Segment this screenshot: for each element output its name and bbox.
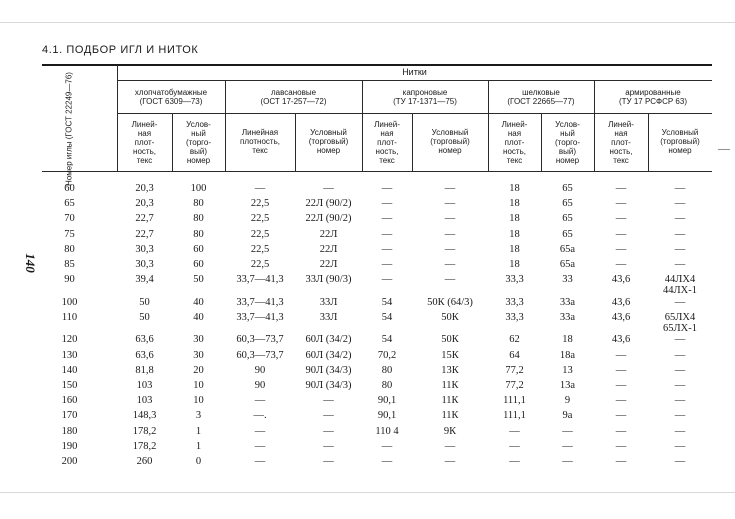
cell-cotton-number: 30	[193, 349, 204, 361]
cell-lavsan-density: 22,5	[250, 213, 270, 225]
cell-needle-number: 65	[64, 198, 75, 210]
cell-cotton-number: 0	[195, 456, 202, 467]
cell-silk-density: —	[509, 440, 520, 452]
cell-arm-number: —	[674, 243, 686, 255]
cell-cotton-density: 148,3	[132, 410, 157, 422]
cell-kapron-number: 50К (64/3)	[427, 296, 473, 308]
cell-silk-number: —	[562, 425, 573, 437]
cell-needle-number: 80	[64, 243, 75, 255]
subheader-cotton-number: Услов- ный (торго- вый) номер	[186, 120, 211, 165]
page-number: 140	[22, 253, 38, 273]
cell-needle-number: 190	[61, 440, 78, 452]
table-row	[0, 229, 735, 244]
cell-kapron-density: —	[381, 456, 393, 467]
cell-arm-number: —	[674, 259, 686, 270]
cell-kapron-density: —	[381, 259, 393, 270]
cell-cotton-density: 30,3	[135, 259, 154, 270]
cell-cotton-density: 30,3	[135, 243, 154, 255]
cell-kapron-density: —	[381, 183, 393, 194]
cell-kapron-density: 110 4	[375, 425, 399, 437]
cell-kapron-density: —	[381, 274, 393, 286]
section-number: 4.1.	[42, 44, 63, 56]
cell-lavsan-number: 22Л	[319, 259, 338, 270]
cell-silk-number: 65а	[559, 259, 576, 270]
cell-silk-density: —	[509, 425, 520, 437]
cell-cotton-density: 20,3	[135, 183, 154, 194]
cell-silk-number: 65а	[559, 243, 576, 255]
subheader-lavsan-number: Условный (торговый) номер	[308, 128, 349, 155]
header-bottom-rule	[42, 171, 712, 172]
cell-kapron-number: 50К	[441, 334, 459, 346]
cell-silk-number: 33а	[559, 296, 576, 308]
cell-arm-number: —	[674, 425, 686, 437]
cell-silk-density: 111,1	[503, 410, 526, 422]
cell-lavsan-density: 22,5	[250, 243, 270, 255]
group-header-cotton	[117, 88, 225, 106]
cell-lavsan-number: 22Л	[319, 243, 338, 255]
needle-number-header: Номер иглы (ГОСТ 22249—76)	[64, 72, 74, 186]
section-heading	[42, 44, 198, 56]
cell-silk-density: —	[509, 456, 520, 467]
cell-silk-density: 18	[509, 198, 520, 210]
bottom-rule	[0, 492, 735, 493]
cell-lavsan-number: 90Л (34/3)	[305, 380, 352, 391]
cell-arm-number: —	[674, 296, 686, 308]
cell-kapron-density: 90,1	[377, 410, 397, 422]
cell-arm-density: —	[615, 198, 627, 210]
cell-kapron-number: 13К	[441, 364, 459, 376]
cell-lavsan-number: —	[323, 425, 334, 437]
cell-kapron-density: 80	[381, 364, 393, 376]
cell-kapron-number: 15К	[441, 349, 459, 361]
cell-arm-density: 43,6	[611, 274, 631, 286]
table-top-rule	[42, 64, 712, 66]
cell-silk-density: 33,3	[505, 274, 524, 286]
threads-header: Нитки	[402, 67, 427, 77]
table-row	[0, 183, 735, 198]
group-header-silk	[488, 88, 594, 106]
cell-silk-number: 65	[562, 228, 573, 240]
cell-silk-density: 64	[509, 349, 520, 361]
cell-cotton-density: 178,2	[132, 425, 157, 437]
cell-kapron-number: 11К	[441, 410, 459, 422]
cell-cotton-number: 100	[190, 183, 207, 194]
cell-arm-density: —	[615, 395, 627, 407]
cell-arm-number: —	[674, 395, 686, 407]
cell-arm-density: —	[615, 349, 627, 361]
table-row	[0, 297, 735, 312]
cell-lavsan-density: —	[254, 183, 266, 194]
cell-cotton-density: 63,6	[135, 349, 154, 361]
cell-lavsan-number: —	[323, 183, 334, 194]
cell-cotton-number: 60	[193, 243, 204, 255]
cell-needle-number: 70	[64, 213, 75, 225]
cell-kapron-density: 70,2	[377, 349, 397, 361]
cell-kapron-number: 11К	[441, 395, 459, 407]
cell-cotton-number: 1	[195, 425, 202, 437]
group-name: капроновые	[402, 88, 448, 97]
cell-arm-density: —	[615, 228, 627, 240]
cell-arm-number: —	[674, 228, 686, 240]
subheader-silk-number: Услов- ный (торго- вый) номер	[555, 120, 580, 165]
cell-arm-density: —	[615, 440, 627, 452]
cell-lavsan-density: 22,5	[250, 198, 270, 210]
cell-cotton-density: 178,2	[132, 440, 157, 452]
cell-silk-number: 65	[562, 213, 573, 225]
cell-arm-density: —	[615, 243, 627, 255]
cell-kapron-density: 54	[381, 296, 393, 308]
cell-kapron-number: —	[444, 243, 456, 255]
cell-silk-number: 9а	[562, 410, 573, 422]
cell-lavsan-density: 33,7—41,3	[236, 311, 284, 323]
cell-silk-number: 33	[562, 274, 573, 286]
cell-arm-density: 43,6	[611, 296, 631, 308]
cell-needle-number: 160	[61, 395, 78, 407]
cell-lavsan-density: 60,3—73,7	[236, 334, 284, 346]
cell-kapron-number: —	[444, 183, 456, 194]
cell-arm-density: 43,6	[611, 311, 631, 323]
cell-lavsan-density: —	[254, 440, 266, 452]
table-row	[0, 365, 735, 380]
cell-lavsan-number: 60Л (34/2)	[305, 349, 352, 361]
cell-kapron-number: 11К	[441, 380, 459, 391]
cell-cotton-density: 103	[136, 380, 153, 391]
group-standard: (ГОСТ 22665—77)	[507, 97, 575, 106]
cell-kapron-number: —	[444, 456, 456, 467]
cell-needle-number: 75	[64, 228, 75, 240]
cell-needle-number: 200	[61, 456, 78, 467]
cell-lavsan-density: —	[254, 456, 266, 467]
threads-header-rule	[117, 80, 712, 81]
cell-silk-density: 18	[509, 183, 520, 194]
cell-lavsan-density: 60,3—73,7	[236, 349, 284, 361]
cell-silk-number: 65	[562, 198, 573, 210]
cell-silk-number: 33а	[559, 311, 576, 323]
top-rule	[0, 22, 735, 23]
cell-silk-density: 77,2	[505, 380, 524, 391]
table-row	[0, 350, 735, 365]
cell-cotton-density: 22,7	[135, 213, 154, 225]
cell-lavsan-density: 90	[254, 380, 266, 391]
cell-lavsan-density: —	[254, 425, 266, 437]
cell-kapron-number: —	[444, 198, 456, 210]
cell-arm-number: —	[674, 334, 686, 346]
cell-arm-density: —	[615, 364, 627, 376]
cell-arm-number: —	[674, 213, 686, 225]
cell-lavsan-number: 60Л (34/2)	[305, 334, 352, 346]
subheader-silk-density: Линей- ная плот- ность, текс	[501, 120, 528, 165]
cell-silk-number: 13	[562, 364, 573, 376]
subheader-kapron-density: Линей- ная плот- ность, текс	[374, 120, 400, 165]
cell-cotton-number: 30	[193, 334, 204, 346]
table-row	[0, 274, 735, 297]
group-name: хлопчатобумажные	[134, 88, 208, 97]
group-header-kapron	[362, 88, 488, 106]
cell-lavsan-number: —	[323, 395, 334, 407]
cell-silk-density: 18	[509, 243, 520, 255]
cell-kapron-number: —	[444, 213, 456, 225]
cell-cotton-number: 80	[193, 228, 204, 240]
cell-cotton-number: 60	[193, 259, 204, 270]
table-row	[0, 456, 735, 471]
table-row	[0, 311, 735, 334]
cell-needle-number: 170	[61, 410, 78, 422]
cell-silk-density: 18	[509, 213, 520, 225]
cell-silk-number: 18	[562, 334, 573, 346]
cell-kapron-density: —	[381, 228, 393, 240]
cell-kapron-number: —	[444, 228, 456, 240]
cell-kapron-density: 90,1	[377, 395, 397, 407]
cell-arm-number: —	[674, 456, 686, 467]
cell-silk-density: 111,1	[503, 395, 526, 407]
cell-lavsan-density: 22,5	[250, 228, 270, 240]
cell-lavsan-number: 22Л (90/2)	[305, 213, 352, 225]
cell-cotton-number: 10	[193, 395, 204, 407]
cell-cotton-density: 50	[139, 296, 150, 308]
cell-arm-number: —	[674, 183, 686, 194]
group-header-armored	[594, 88, 712, 106]
cell-lavsan-number: 33Л	[319, 296, 338, 308]
group-standard: (ТУ 17-1371—75)	[393, 97, 457, 106]
table-row	[0, 410, 735, 425]
cell-cotton-density: 22,7	[135, 228, 154, 240]
groups-rule	[117, 113, 712, 114]
cell-kapron-number: 50К	[441, 311, 459, 323]
cell-needle-number: 150	[61, 380, 78, 391]
cell-arm-number: —	[674, 410, 686, 422]
cell-needle-number: 100	[61, 296, 78, 308]
cell-cotton-number: 1	[195, 440, 202, 452]
cell-arm-density: —	[615, 380, 627, 391]
cell-lavsan-number: 22Л	[319, 228, 338, 240]
cell-cotton-number: 20	[193, 364, 204, 376]
cell-lavsan-number: 90Л (34/3)	[305, 364, 352, 376]
table-row	[0, 426, 735, 441]
cell-kapron-density: —	[381, 213, 393, 225]
group-standard: (ТУ 17 РСФСР 63)	[619, 97, 687, 106]
table-row	[0, 213, 735, 228]
cell-cotton-density: 63,6	[135, 334, 154, 346]
table-row	[0, 380, 735, 395]
cell-kapron-number: —	[444, 274, 456, 286]
cell-arm-density: —	[615, 259, 627, 270]
cell-needle-number: 130	[61, 349, 78, 361]
cell-arm-number: —	[674, 364, 686, 376]
group-standard: (ГОСТ 6309—73)	[139, 97, 203, 106]
cell-arm-number: —	[674, 198, 686, 210]
cell-silk-density: 62	[509, 334, 520, 346]
subheader-arm-density: Линей- ная плот- ность, текс	[608, 120, 634, 165]
cell-arm-number: —	[674, 440, 686, 452]
table-row	[0, 334, 735, 349]
cell-lavsan-density: —.	[253, 410, 267, 422]
cell-cotton-number: 3	[195, 410, 202, 422]
cell-kapron-density: 80	[381, 380, 393, 391]
cell-cotton-number: 80	[193, 198, 204, 210]
table-row	[0, 395, 735, 410]
cell-lavsan-number: 33Л (90/3)	[305, 274, 352, 286]
cell-arm-density: —	[615, 456, 627, 467]
cell-lavsan-density: —	[254, 395, 266, 407]
cell-kapron-density: —	[381, 440, 393, 452]
cell-silk-number: 9	[564, 395, 571, 407]
group-name: шелковые	[522, 88, 560, 97]
cell-lavsan-density: 33,7—41,3	[236, 274, 284, 286]
cell-kapron-density: 54	[381, 311, 393, 323]
cell-cotton-density: 50	[139, 311, 150, 323]
group-standard: (ОСТ 17-257—72)	[260, 97, 327, 106]
cell-arm-number: —	[674, 380, 686, 391]
cell-needle-number: 120	[61, 334, 78, 346]
cell-lavsan-number: 22Л (90/2)	[305, 198, 352, 210]
cell-silk-density: 18	[509, 228, 520, 240]
group-name: лавсановые	[270, 88, 317, 97]
cell-cotton-density: 81,8	[135, 364, 154, 376]
cell-cotton-number: 80	[193, 213, 204, 225]
cell-silk-density: 33,3	[505, 296, 524, 308]
cell-cotton-density: 103	[136, 395, 153, 407]
table-row	[0, 244, 735, 259]
cell-arm-density: —	[615, 425, 627, 437]
cell-lavsan-number: 33Л	[319, 311, 338, 323]
cell-arm-density: —	[615, 183, 627, 194]
cell-arm-number: 65ЛХ4 65ЛХ-1	[663, 311, 697, 334]
cell-arm-density: —	[615, 213, 627, 225]
cell-arm-density: —	[615, 410, 627, 422]
cell-needle-number: 110	[61, 311, 78, 323]
subheader-cotton-density: Линей- ная плот- ность, текс	[131, 120, 158, 165]
table-row	[0, 259, 735, 274]
subheader-lavsan-density: Линейная плотность, текс	[240, 128, 280, 155]
cell-lavsan-number: —	[323, 456, 334, 467]
cell-silk-density: 18	[509, 259, 520, 270]
cell-lavsan-number: —	[323, 440, 334, 452]
cell-needle-number: 180	[61, 425, 78, 437]
cell-kapron-number: 9К	[443, 425, 457, 437]
cell-lavsan-number: —	[323, 410, 334, 422]
group-name: армированные	[625, 88, 681, 97]
cell-arm-number: —	[674, 349, 686, 361]
cell-silk-number: 65	[562, 183, 573, 194]
cell-cotton-number: 50	[193, 274, 204, 286]
cell-cotton-number: 40	[193, 296, 204, 308]
table-row	[0, 441, 735, 456]
cell-kapron-density: —	[381, 198, 393, 210]
cell-cotton-density: 20,3	[135, 198, 154, 210]
cell-lavsan-density: 90	[254, 364, 266, 376]
cell-cotton-number: 10	[193, 380, 204, 391]
margin-mark: —	[718, 141, 730, 155]
subheader-arm-number: Условный (торговый) номер	[660, 128, 700, 155]
cell-silk-density: 33,3	[505, 311, 524, 323]
cell-kapron-number: —	[444, 259, 456, 270]
group-header-lavsan	[225, 88, 362, 106]
cell-kapron-density: —	[381, 243, 393, 255]
cell-arm-density: 43,6	[611, 334, 631, 346]
cell-lavsan-density: 22,5	[250, 259, 270, 270]
cell-silk-number: —	[562, 440, 573, 452]
cell-needle-number: 85	[64, 259, 75, 270]
cell-needle-number: 90	[64, 274, 75, 286]
cell-kapron-number: —	[444, 440, 456, 452]
cell-cotton-density: 260	[136, 456, 153, 467]
cell-arm-number: 44ЛХ4 44ЛХ-1	[663, 274, 697, 297]
section-title: ПОДБОР ИГЛ И НИТОК	[66, 44, 199, 56]
cell-silk-number: —	[562, 456, 573, 467]
cell-silk-number: 13а	[559, 380, 576, 391]
cell-needle-number: 60	[64, 183, 75, 194]
subheader-kapron-number: Условный (торговый) номер	[430, 128, 470, 155]
cell-cotton-density: 39,4	[135, 274, 154, 286]
cell-silk-density: 77,2	[505, 364, 524, 376]
cell-kapron-density: 54	[381, 334, 393, 346]
cell-needle-number: 140	[61, 364, 78, 376]
cell-cotton-number: 40	[193, 311, 204, 323]
cell-lavsan-density: 33,7—41,3	[236, 296, 284, 308]
table-row	[0, 198, 735, 213]
cell-silk-number: 18а	[559, 349, 576, 361]
